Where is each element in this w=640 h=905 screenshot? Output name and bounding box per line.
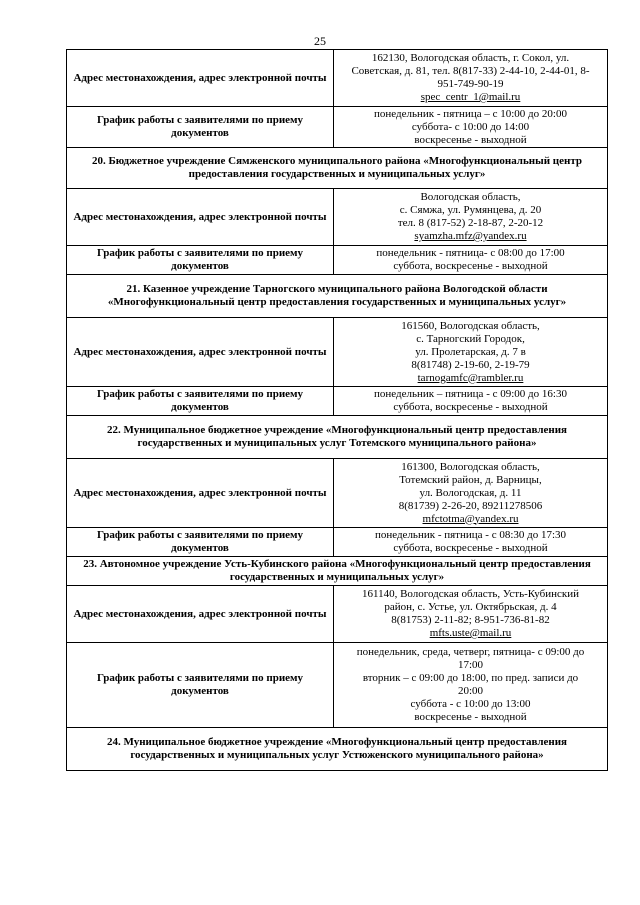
email-link[interactable]: syamzha.mfz@yandex.ru [414, 230, 527, 242]
schedule-line: понедельник - пятница- с 08:00 до 17:00 [376, 247, 565, 259]
schedule-row [67, 107, 608, 148]
address-line: ул. Пролетарская, д. 7 в [415, 345, 526, 358]
address-label: Адрес местонахождения, адрес электронной почты [67, 318, 334, 387]
address-row [67, 586, 608, 643]
address-line: район, с. Устье, ул. Октябрьская, д. 4 [384, 601, 557, 613]
schedule-value [334, 246, 608, 275]
schedule-line: воскресенье - выходной [414, 133, 527, 146]
address-value [334, 189, 608, 246]
schedule-line: суббота - с 10:00 до 13:00 [410, 698, 531, 710]
address-value [334, 318, 608, 387]
schedule-line: суббота, воскресенье - выходной [393, 401, 548, 413]
schedule-line: 20:00 [457, 685, 484, 697]
address-value [334, 586, 608, 643]
schedule-label: График работы с заявителями по приему документов [67, 107, 334, 148]
schedule-label: График работы с заявителями по приему документов [67, 246, 334, 275]
section-header: 22. Муниципальное бюджетное учреждение «Многофункциональный центр предоставления государственных и муниципальных услуг Тотемского муниципального района» [67, 416, 608, 459]
address-line: с. Тарногский Городок, [416, 332, 525, 345]
address-line: 8(81739) 2-26-20, 89211278506 [398, 499, 543, 512]
schedule-line: понедельник - пятница - с 08:30 до 17:30 [374, 529, 567, 541]
address-label: Адрес местонахождения, адрес электронной почты [67, 50, 334, 107]
schedule-line: суббота- с 10:00 до 14:00 [411, 120, 530, 133]
address-line: 161300, Вологодская область, [401, 460, 540, 473]
address-line: Вологодская область, [420, 191, 521, 203]
schedule-row [67, 528, 608, 557]
address-row [67, 318, 608, 387]
schedule-row [67, 643, 608, 728]
schedule-line: понедельник, среда, четверг, пятница- с 09:00 до [356, 646, 585, 658]
mfc-directory-table [66, 49, 608, 771]
address-line: с. Сямжа, ул. Румянцева, д. 20 [399, 204, 542, 216]
schedule-label: График работы с заявителями по приему документов [67, 528, 334, 557]
schedule-line: суббота, воскресенье - выходной [393, 260, 548, 272]
schedule-value [334, 387, 608, 416]
schedule-line: вторник – с 09:00 до 18:00, по пред. записи до [362, 672, 579, 684]
email-link[interactable]: mfts.uste@mail.ru [429, 627, 512, 639]
section-header-row [67, 557, 608, 586]
address-row [67, 189, 608, 246]
email-link[interactable]: mfctotma@yandex.ru [422, 512, 519, 525]
schedule-value [334, 528, 608, 557]
address-line: 162130, Вологодская область, г. Сокол, ул. [371, 52, 570, 64]
schedule-label: График работы с заявителями по приему документов [67, 643, 334, 728]
schedule-line: воскресенье - выходной [414, 711, 527, 723]
address-row [67, 459, 608, 528]
schedule-line: понедельник – пятница - с 09:00 до 16:30 [374, 388, 567, 400]
schedule-line: 17:00 [457, 659, 484, 671]
section-header: 24. Муниципальное бюджетное учреждение «Многофункциональный центр предоставления государственных и муниципальных услуг Устюженского муниципального района» [67, 728, 608, 771]
address-line: 161560, Вологодская область, [401, 319, 540, 332]
address-label: Адрес местонахождения, адрес электронной почты [67, 459, 334, 528]
address-line: Тотемский район, д. Варницы, [399, 473, 542, 486]
schedule-line: понедельник - пятница – с 10:00 до 20:00 [374, 107, 567, 120]
address-line: ул. Вологодская, д. 11 [419, 486, 522, 499]
section-header-row [67, 728, 608, 771]
section-header-row [67, 416, 608, 459]
section-header: 20. Бюджетное учреждение Сямженского муниципального района «Многофункциональный центр предоставления государственных и муниципальных услуг» [67, 148, 608, 189]
address-value [334, 459, 608, 528]
schedule-value [334, 107, 608, 148]
schedule-line: суббота, воскресенье - выходной [393, 542, 548, 554]
schedule-label: График работы с заявителями по приему документов [67, 387, 334, 416]
address-line: 951-749-90-19 [437, 78, 504, 90]
section-header: 23. Автономное учреждение Усть-Кубинского района «Многофункциональный центр предоставления государственных и муниципальных услуг» [67, 557, 608, 586]
schedule-row [67, 246, 608, 275]
address-line: Советская, д. 81, тел. 8(817-33) 2-44-10, 2-44-01, 8- [351, 65, 590, 77]
address-line: 161140, Вологодская область, Усть-Кубинский [361, 588, 579, 600]
email-link[interactable]: spec_centr_1@mail.ru [420, 91, 521, 103]
email-link[interactable]: tarnogamfc@rambler.ru [417, 371, 524, 384]
address-label: Адрес местонахождения, адрес электронной почты [67, 586, 334, 643]
schedule-value [334, 643, 608, 728]
address-line: 8(81748) 2-19-60, 2-19-79 [411, 358, 530, 371]
section-header-row [67, 275, 608, 318]
address-line: 8(81753) 2-11-82; 8-951-736-81-82 [391, 614, 550, 626]
section-header-row [67, 148, 608, 189]
section-header: 21. Казенное учреждение Тарногского муниципального района Вологодской области «Многофункциональный центр предоставления государственных и муниципальных услуг» [67, 275, 608, 318]
address-label: Адрес местонахождения, адрес электронной почты [67, 189, 334, 246]
schedule-row [67, 387, 608, 416]
address-value [334, 50, 608, 107]
address-row [67, 50, 608, 107]
page-number: 25 [314, 34, 326, 48]
address-line: тел. 8 (817-52) 2-18-87, 2-20-12 [397, 217, 544, 229]
